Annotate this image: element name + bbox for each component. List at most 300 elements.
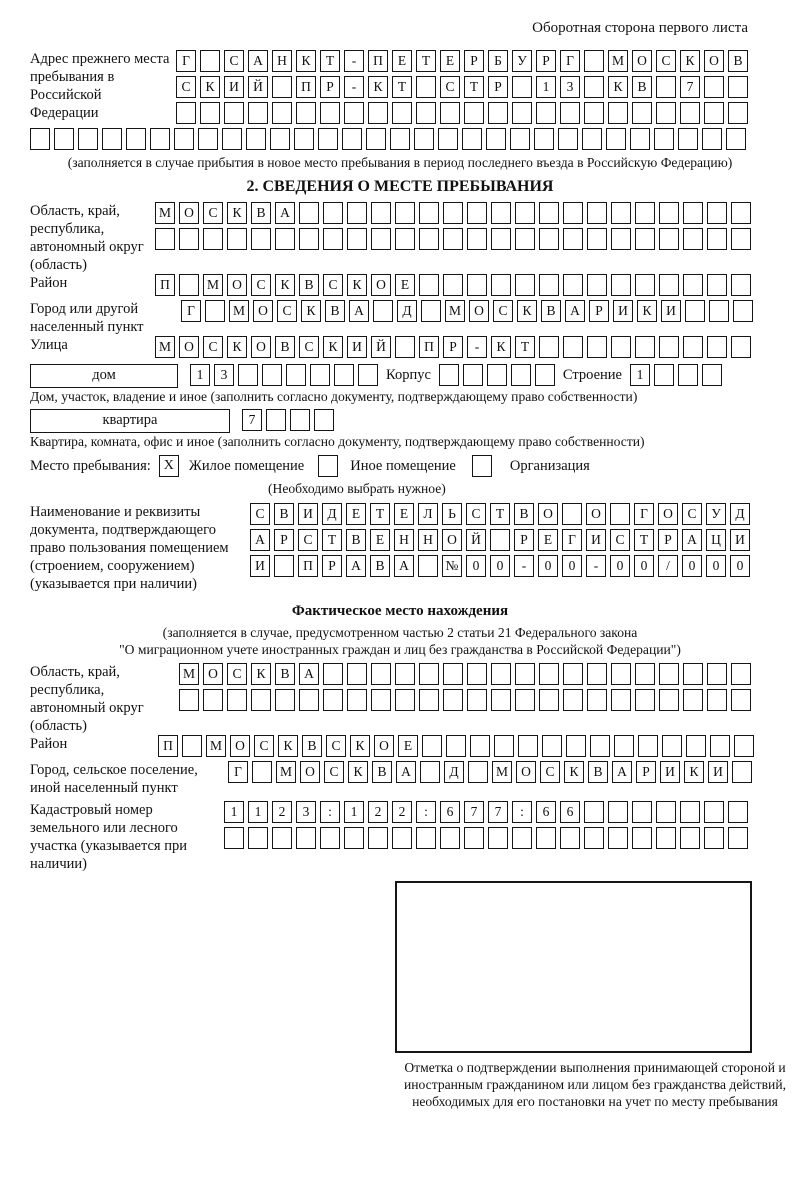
char-cell[interactable]: Ь (442, 503, 462, 525)
char-cell[interactable]: Г (176, 50, 196, 72)
char-cell[interactable] (728, 827, 748, 849)
char-cell[interactable] (310, 364, 330, 386)
char-cell[interactable] (446, 735, 466, 757)
char-cell[interactable]: О (251, 336, 271, 358)
char-cell[interactable]: С (176, 76, 196, 98)
char-cell[interactable]: С (326, 735, 346, 757)
char-cell[interactable]: А (682, 529, 702, 551)
char-cell[interactable] (536, 827, 556, 849)
char-cell[interactable]: 0 (466, 555, 486, 577)
char-cell[interactable] (683, 336, 703, 358)
char-cell[interactable] (323, 228, 343, 250)
char-cell[interactable] (440, 827, 460, 849)
char-cell[interactable] (704, 827, 724, 849)
char-cell[interactable] (611, 336, 631, 358)
char-cell[interactable] (494, 735, 514, 757)
char-cell[interactable]: Р (322, 555, 342, 577)
char-cell[interactable] (251, 228, 271, 250)
char-cell[interactable] (488, 827, 508, 849)
char-cell[interactable] (150, 128, 170, 150)
char-cell[interactable] (704, 102, 724, 124)
char-cell[interactable]: 6 (560, 801, 580, 823)
char-cell[interactable]: К (323, 336, 343, 358)
char-cell[interactable]: П (419, 336, 439, 358)
char-cell[interactable]: Т (464, 76, 484, 98)
char-cell[interactable] (515, 274, 535, 296)
char-cell[interactable]: Ц (706, 529, 726, 551)
char-cell[interactable] (344, 827, 364, 849)
stamp-box[interactable] (395, 881, 752, 1053)
char-cell[interactable] (274, 555, 294, 577)
char-cell[interactable] (659, 663, 679, 685)
char-cell[interactable] (323, 663, 343, 685)
char-cell[interactable]: С (250, 503, 270, 525)
char-cell[interactable]: И (586, 529, 606, 551)
char-cell[interactable] (515, 228, 535, 250)
char-cell[interactable] (205, 300, 225, 322)
char-cell[interactable] (560, 102, 580, 124)
char-cell[interactable] (659, 336, 679, 358)
char-cell[interactable] (707, 689, 727, 711)
char-cell[interactable] (659, 689, 679, 711)
char-cell[interactable]: Д (444, 761, 464, 783)
char-cell[interactable] (227, 689, 247, 711)
char-cell[interactable]: 6 (536, 801, 556, 823)
char-cell[interactable] (272, 827, 292, 849)
char-cell[interactable]: В (372, 761, 392, 783)
char-cell[interactable] (294, 128, 314, 150)
char-cell[interactable] (54, 128, 74, 150)
char-cell[interactable]: П (368, 50, 388, 72)
char-cell[interactable]: К (227, 336, 247, 358)
char-cell[interactable]: 7 (464, 801, 484, 823)
char-cell[interactable]: О (469, 300, 489, 322)
char-cell[interactable] (635, 274, 655, 296)
char-cell[interactable] (635, 336, 655, 358)
char-cell[interactable] (606, 128, 626, 150)
char-cell[interactable]: Т (320, 50, 340, 72)
char-cell[interactable] (608, 801, 628, 823)
char-cell[interactable] (368, 827, 388, 849)
char-cell[interactable]: В (632, 76, 652, 98)
char-cell[interactable] (395, 228, 415, 250)
kvartira-box[interactable]: квартира (30, 409, 230, 433)
char-cell[interactable] (659, 274, 679, 296)
char-cell[interactable] (630, 128, 650, 150)
char-cell[interactable] (275, 689, 295, 711)
char-cell[interactable] (464, 102, 484, 124)
char-cell[interactable]: В (325, 300, 345, 322)
char-cell[interactable]: С (493, 300, 513, 322)
char-cell[interactable] (222, 128, 242, 150)
char-cell[interactable] (419, 663, 439, 685)
char-cell[interactable]: П (158, 735, 178, 757)
char-cell[interactable]: Д (322, 503, 342, 525)
char-cell[interactable] (275, 228, 295, 250)
char-cell[interactable] (732, 761, 752, 783)
char-cell[interactable]: Н (272, 50, 292, 72)
char-cell[interactable] (707, 663, 727, 685)
char-cell[interactable] (563, 202, 583, 224)
char-cell[interactable]: А (248, 50, 268, 72)
char-cell[interactable] (290, 409, 310, 431)
char-cell[interactable]: - (586, 555, 606, 577)
char-cell[interactable] (419, 202, 439, 224)
char-cell[interactable] (155, 228, 175, 250)
char-cell[interactable] (392, 827, 412, 849)
char-cell[interactable] (440, 102, 460, 124)
char-cell[interactable] (632, 827, 652, 849)
char-cell[interactable] (371, 228, 391, 250)
char-cell[interactable]: Г (181, 300, 201, 322)
char-cell[interactable] (392, 102, 412, 124)
char-cell[interactable] (179, 228, 199, 250)
char-cell[interactable] (710, 735, 730, 757)
char-cell[interactable] (347, 689, 367, 711)
char-cell[interactable] (286, 364, 306, 386)
char-cell[interactable] (491, 663, 511, 685)
char-cell[interactable]: 1 (248, 801, 268, 823)
char-cell[interactable] (510, 128, 530, 150)
char-cell[interactable] (419, 228, 439, 250)
char-cell[interactable]: Д (397, 300, 417, 322)
char-cell[interactable] (726, 128, 746, 150)
char-cell[interactable] (539, 202, 559, 224)
char-cell[interactable] (656, 76, 676, 98)
char-cell[interactable]: О (179, 202, 199, 224)
char-cell[interactable] (728, 801, 748, 823)
char-cell[interactable] (562, 503, 582, 525)
char-cell[interactable]: В (514, 503, 534, 525)
char-cell[interactable]: О (442, 529, 462, 551)
char-cell[interactable]: А (565, 300, 585, 322)
char-cell[interactable] (443, 689, 463, 711)
char-cell[interactable]: 3 (296, 801, 316, 823)
char-cell[interactable] (584, 76, 604, 98)
char-cell[interactable]: П (298, 555, 318, 577)
char-cell[interactable] (680, 801, 700, 823)
char-cell[interactable] (314, 409, 334, 431)
char-cell[interactable] (227, 228, 247, 250)
char-cell[interactable] (731, 336, 751, 358)
char-cell[interactable] (470, 735, 490, 757)
char-cell[interactable] (511, 364, 531, 386)
char-cell[interactable]: М (203, 274, 223, 296)
char-cell[interactable]: № (442, 555, 462, 577)
char-cell[interactable] (416, 76, 436, 98)
char-cell[interactable] (534, 128, 554, 150)
char-cell[interactable] (296, 102, 316, 124)
char-cell[interactable] (539, 336, 559, 358)
char-cell[interactable]: А (394, 555, 414, 577)
char-cell[interactable]: А (396, 761, 416, 783)
char-cell[interactable] (515, 689, 535, 711)
char-cell[interactable] (467, 228, 487, 250)
char-cell[interactable] (683, 663, 703, 685)
char-cell[interactable]: О (179, 336, 199, 358)
char-cell[interactable]: М (179, 663, 199, 685)
char-cell[interactable] (395, 689, 415, 711)
char-cell[interactable]: В (588, 761, 608, 783)
char-cell[interactable] (78, 128, 98, 150)
char-cell[interactable] (635, 663, 655, 685)
char-cell[interactable] (299, 202, 319, 224)
char-cell[interactable]: 0 (706, 555, 726, 577)
char-cell[interactable] (518, 735, 538, 757)
char-cell[interactable]: М (445, 300, 465, 322)
char-cell[interactable] (438, 128, 458, 150)
char-cell[interactable]: О (227, 274, 247, 296)
char-cell[interactable] (200, 50, 220, 72)
char-cell[interactable] (731, 663, 751, 685)
char-cell[interactable]: Г (560, 50, 580, 72)
char-cell[interactable]: С (440, 76, 460, 98)
char-cell[interactable] (731, 274, 751, 296)
char-cell[interactable] (238, 364, 258, 386)
char-cell[interactable] (443, 663, 463, 685)
char-cell[interactable] (731, 228, 751, 250)
char-cell[interactable] (678, 364, 698, 386)
char-cell[interactable]: К (608, 76, 628, 98)
char-cell[interactable] (467, 274, 487, 296)
char-cell[interactable] (419, 274, 439, 296)
char-cell[interactable] (371, 663, 391, 685)
char-cell[interactable] (421, 300, 441, 322)
char-cell[interactable] (704, 76, 724, 98)
char-cell[interactable] (266, 409, 286, 431)
char-cell[interactable] (611, 228, 631, 250)
char-cell[interactable] (558, 128, 578, 150)
char-cell[interactable] (439, 364, 459, 386)
char-cell[interactable] (491, 274, 511, 296)
char-cell[interactable]: 1 (190, 364, 210, 386)
char-cell[interactable] (512, 827, 532, 849)
char-cell[interactable] (584, 50, 604, 72)
char-cell[interactable] (323, 689, 343, 711)
char-cell[interactable]: С (324, 761, 344, 783)
char-cell[interactable]: 1 (344, 801, 364, 823)
organizatsiya-checkbox[interactable] (472, 455, 492, 477)
char-cell[interactable] (707, 274, 727, 296)
char-cell[interactable] (467, 202, 487, 224)
char-cell[interactable]: В (302, 735, 322, 757)
char-cell[interactable] (443, 202, 463, 224)
char-cell[interactable] (656, 827, 676, 849)
char-cell[interactable]: И (347, 336, 367, 358)
char-cell[interactable] (563, 689, 583, 711)
char-cell[interactable] (656, 102, 676, 124)
char-cell[interactable]: - (467, 336, 487, 358)
char-cell[interactable]: Т (490, 503, 510, 525)
char-cell[interactable]: К (348, 761, 368, 783)
char-cell[interactable] (344, 102, 364, 124)
char-cell[interactable]: М (229, 300, 249, 322)
char-cell[interactable] (318, 128, 338, 150)
char-cell[interactable]: С (540, 761, 560, 783)
char-cell[interactable] (246, 128, 266, 150)
char-cell[interactable]: - (514, 555, 534, 577)
char-cell[interactable]: М (155, 202, 175, 224)
char-cell[interactable] (587, 689, 607, 711)
char-cell[interactable] (262, 364, 282, 386)
char-cell[interactable] (611, 202, 631, 224)
char-cell[interactable] (347, 663, 367, 685)
char-cell[interactable]: И (730, 529, 750, 551)
char-cell[interactable] (334, 364, 354, 386)
char-cell[interactable] (390, 128, 410, 150)
char-cell[interactable]: К (275, 274, 295, 296)
char-cell[interactable]: Р (488, 76, 508, 98)
char-cell[interactable]: Т (322, 529, 342, 551)
char-cell[interactable]: К (684, 761, 704, 783)
char-cell[interactable]: Й (466, 529, 486, 551)
char-cell[interactable]: А (299, 663, 319, 685)
char-cell[interactable]: О (371, 274, 391, 296)
char-cell[interactable]: К (680, 50, 700, 72)
char-cell[interactable] (635, 228, 655, 250)
char-cell[interactable] (587, 336, 607, 358)
char-cell[interactable] (608, 827, 628, 849)
char-cell[interactable] (203, 228, 223, 250)
char-cell[interactable] (662, 735, 682, 757)
char-cell[interactable]: С (254, 735, 274, 757)
char-cell[interactable]: К (517, 300, 537, 322)
char-cell[interactable] (296, 827, 316, 849)
char-cell[interactable]: О (516, 761, 536, 783)
char-cell[interactable]: В (299, 274, 319, 296)
char-cell[interactable]: Р (536, 50, 556, 72)
char-cell[interactable]: Т (370, 503, 390, 525)
char-cell[interactable]: О (253, 300, 273, 322)
char-cell[interactable] (587, 228, 607, 250)
char-cell[interactable]: В (541, 300, 561, 322)
char-cell[interactable]: К (491, 336, 511, 358)
char-cell[interactable]: С (251, 274, 271, 296)
char-cell[interactable] (320, 102, 340, 124)
char-cell[interactable] (30, 128, 50, 150)
char-cell[interactable]: - (344, 50, 364, 72)
char-cell[interactable]: М (492, 761, 512, 783)
char-cell[interactable] (614, 735, 634, 757)
char-cell[interactable] (179, 689, 199, 711)
char-cell[interactable]: Е (394, 503, 414, 525)
char-cell[interactable]: О (374, 735, 394, 757)
char-cell[interactable]: 1 (224, 801, 244, 823)
char-cell[interactable] (491, 689, 511, 711)
char-cell[interactable]: Г (228, 761, 248, 783)
char-cell[interactable]: О (704, 50, 724, 72)
char-cell[interactable]: М (206, 735, 226, 757)
char-cell[interactable]: Р (636, 761, 656, 783)
char-cell[interactable] (560, 827, 580, 849)
char-cell[interactable]: 7 (680, 76, 700, 98)
char-cell[interactable] (539, 689, 559, 711)
char-cell[interactable] (734, 735, 754, 757)
char-cell[interactable] (203, 689, 223, 711)
char-cell[interactable]: К (564, 761, 584, 783)
char-cell[interactable] (366, 128, 386, 150)
char-cell[interactable]: О (632, 50, 652, 72)
char-cell[interactable] (686, 735, 706, 757)
char-cell[interactable]: К (637, 300, 657, 322)
char-cell[interactable] (395, 202, 415, 224)
char-cell[interactable] (704, 801, 724, 823)
char-cell[interactable]: О (538, 503, 558, 525)
char-cell[interactable]: С (203, 336, 223, 358)
inoe-checkbox[interactable] (318, 455, 338, 477)
char-cell[interactable] (656, 801, 676, 823)
char-cell[interactable] (539, 228, 559, 250)
char-cell[interactable] (418, 555, 438, 577)
char-cell[interactable]: Р (320, 76, 340, 98)
char-cell[interactable] (487, 364, 507, 386)
char-cell[interactable]: Е (538, 529, 558, 551)
char-cell[interactable]: О (300, 761, 320, 783)
char-cell[interactable]: С (298, 529, 318, 551)
char-cell[interactable] (270, 128, 290, 150)
char-cell[interactable] (685, 300, 705, 322)
char-cell[interactable] (224, 827, 244, 849)
char-cell[interactable] (179, 274, 199, 296)
char-cell[interactable]: М (276, 761, 296, 783)
char-cell[interactable]: 0 (538, 555, 558, 577)
char-cell[interactable]: В (275, 336, 295, 358)
char-cell[interactable]: А (346, 555, 366, 577)
char-cell[interactable] (587, 202, 607, 224)
char-cell[interactable] (659, 228, 679, 250)
char-cell[interactable] (707, 336, 727, 358)
char-cell[interactable] (320, 827, 340, 849)
char-cell[interactable]: 0 (562, 555, 582, 577)
char-cell[interactable]: Й (371, 336, 391, 358)
char-cell[interactable]: Т (515, 336, 535, 358)
char-cell[interactable]: Т (416, 50, 436, 72)
char-cell[interactable] (731, 202, 751, 224)
char-cell[interactable] (535, 364, 555, 386)
char-cell[interactable] (176, 102, 196, 124)
char-cell[interactable] (347, 202, 367, 224)
char-cell[interactable] (419, 689, 439, 711)
char-cell[interactable] (536, 102, 556, 124)
char-cell[interactable]: У (512, 50, 532, 72)
char-cell[interactable] (272, 76, 292, 98)
char-cell[interactable] (587, 663, 607, 685)
char-cell[interactable]: Й (248, 76, 268, 98)
char-cell[interactable] (728, 102, 748, 124)
char-cell[interactable] (491, 228, 511, 250)
char-cell[interactable] (678, 128, 698, 150)
char-cell[interactable]: В (275, 663, 295, 685)
char-cell[interactable]: Р (464, 50, 484, 72)
char-cell[interactable] (371, 689, 391, 711)
char-cell[interactable]: 2 (272, 801, 292, 823)
char-cell[interactable]: К (347, 274, 367, 296)
char-cell[interactable] (468, 761, 488, 783)
char-cell[interactable]: 7 (488, 801, 508, 823)
char-cell[interactable]: 3 (214, 364, 234, 386)
char-cell[interactable]: К (200, 76, 220, 98)
char-cell[interactable] (563, 336, 583, 358)
char-cell[interactable]: К (296, 50, 316, 72)
char-cell[interactable]: И (613, 300, 633, 322)
char-cell[interactable] (512, 102, 532, 124)
char-cell[interactable] (680, 102, 700, 124)
char-cell[interactable] (590, 735, 610, 757)
char-cell[interactable]: С (299, 336, 319, 358)
char-cell[interactable] (491, 202, 511, 224)
char-cell[interactable] (462, 128, 482, 150)
char-cell[interactable] (200, 102, 220, 124)
